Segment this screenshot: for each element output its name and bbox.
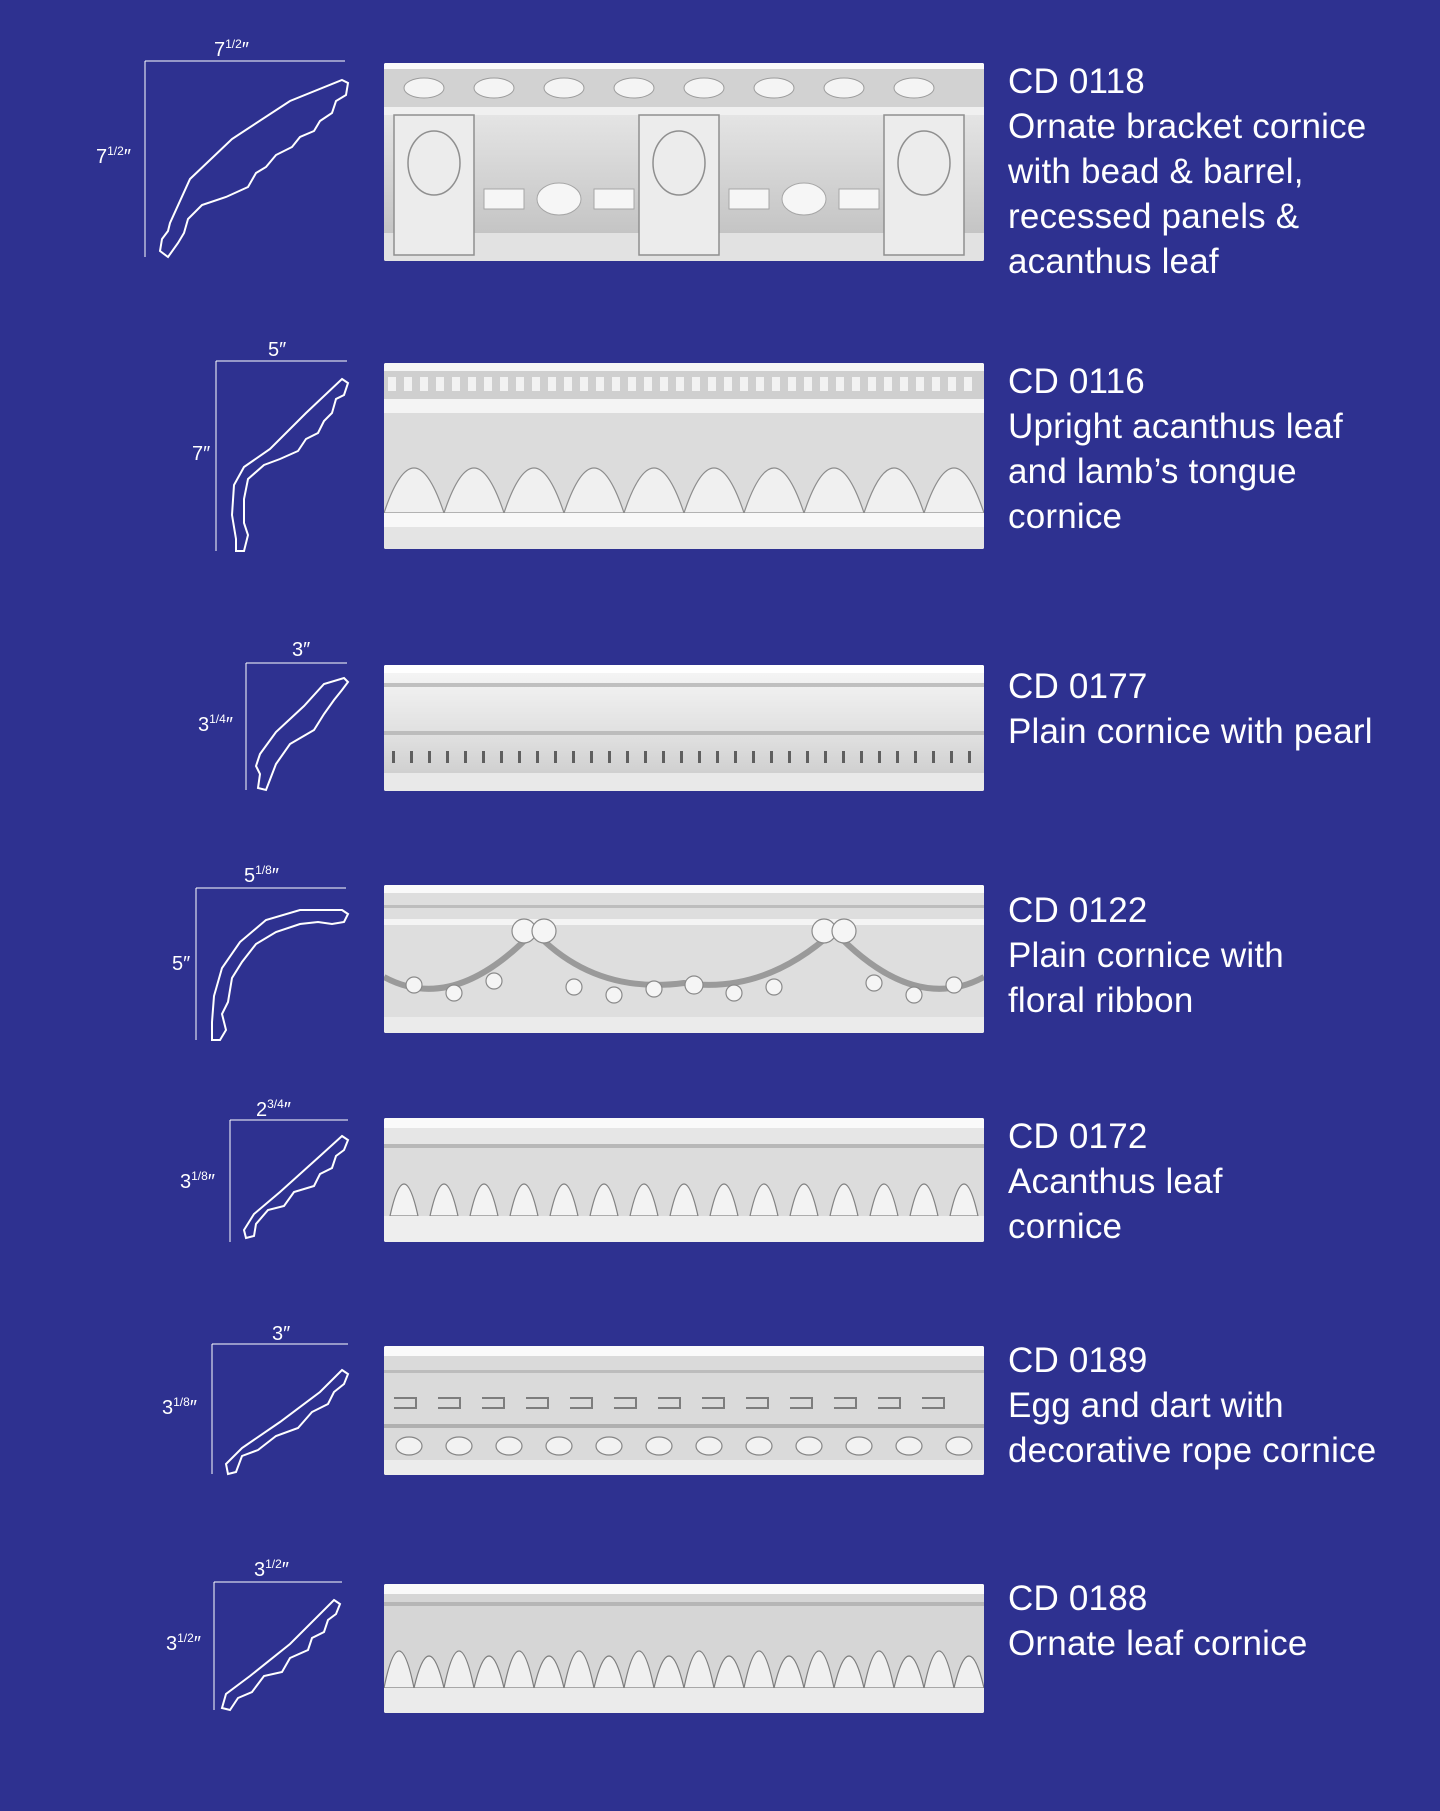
description-line: cornice	[1008, 1207, 1123, 1246]
profile-diagram	[80, 1323, 380, 1538]
description-line: cornice	[1008, 497, 1123, 536]
floral-ribbon-molding-icon	[384, 885, 984, 1033]
description-line: Plain cornice with pearl	[1008, 712, 1373, 751]
height-dimension: $7^{1/2}''$	[96, 144, 131, 168]
molding-photo	[384, 363, 984, 549]
height-dimension: 5″	[172, 953, 191, 975]
height-dimension: $3^{1/4}''$	[198, 712, 233, 736]
ornate-leaf-molding-icon	[384, 1584, 984, 1713]
molding-photo	[384, 1346, 984, 1475]
width-dimension: $3^{1/2}''$	[254, 1557, 289, 1581]
egg-and-dart-molding-icon	[384, 1346, 984, 1475]
molding-photo	[384, 1584, 984, 1713]
molding-photo	[384, 1118, 984, 1242]
product-code: CD 0189	[1008, 1341, 1148, 1380]
height-dimension: $3^{1/2}''$	[166, 1631, 201, 1655]
profile-diagram	[80, 339, 380, 555]
description-line: floral ribbon	[1008, 981, 1194, 1020]
profile-diagram	[80, 1097, 380, 1314]
width-dimension: 3″	[292, 639, 311, 661]
height-dimension: 7″	[192, 443, 211, 465]
description-line: Ornate bracket cornice	[1008, 107, 1367, 146]
product-code: CD 0188	[1008, 1579, 1148, 1618]
description-line: Ornate leaf cornice	[1008, 1624, 1308, 1663]
ornate-bracket-molding-icon	[384, 63, 984, 261]
cornice-profile-icon	[80, 1576, 380, 1716]
width-dimension: $7^{1/2}''$	[214, 37, 249, 61]
description-line: and lamb’s tongue	[1008, 452, 1297, 491]
molding-photo	[384, 63, 984, 261]
molding-photo	[384, 665, 984, 791]
product-description	[1008, 1338, 1438, 1473]
product-description	[1008, 1576, 1438, 1666]
product-description	[1008, 59, 1438, 284]
product-code: CD 0172	[1008, 1117, 1148, 1156]
product-code: CD 0177	[1008, 667, 1148, 706]
description-line: with bead & barrel,	[1008, 152, 1304, 191]
width-dimension: $5^{1/8}''$	[244, 863, 279, 887]
description-line: recessed panels &	[1008, 197, 1300, 236]
pearl-molding-icon	[384, 665, 984, 791]
width-dimension: 5″	[268, 339, 287, 361]
description-line: Plain cornice with	[1008, 936, 1284, 975]
product-description	[1008, 359, 1438, 539]
cornice-profile-icon	[80, 355, 380, 565]
description-line: acanthus leaf	[1008, 242, 1219, 281]
product-description	[1008, 1114, 1438, 1249]
description-line: Egg and dart with	[1008, 1386, 1284, 1425]
acanthus-leaf-molding-icon	[384, 1118, 984, 1242]
width-dimension: $2^{3/4}''$	[256, 1097, 291, 1121]
profile-diagram	[80, 37, 380, 255]
product-code: CD 0122	[1008, 891, 1148, 930]
product-description	[1008, 664, 1438, 754]
cornice-profile-icon	[80, 882, 380, 1042]
cornice-profile-icon	[80, 1114, 380, 1254]
description-line: Upright acanthus leaf	[1008, 407, 1343, 446]
height-dimension: $3^{1/8}''$	[180, 1169, 215, 1193]
profile-diagram	[80, 639, 380, 862]
profile-diagram	[80, 863, 380, 1082]
description-line: Acanthus leaf	[1008, 1162, 1223, 1201]
product-code: CD 0116	[1008, 362, 1145, 401]
product-code: CD 0118	[1008, 62, 1145, 101]
description-line: decorative rope cornice	[1008, 1431, 1377, 1470]
product-description	[1008, 888, 1438, 1023]
profile-diagram	[80, 1557, 380, 1776]
width-dimension: 3″	[272, 1323, 291, 1345]
cornice-profile-icon	[80, 1338, 380, 1478]
height-dimension: $3^{1/8}''$	[162, 1395, 197, 1419]
acanthus-lambs-tongue-molding-icon	[384, 363, 984, 549]
molding-photo	[384, 885, 984, 1033]
